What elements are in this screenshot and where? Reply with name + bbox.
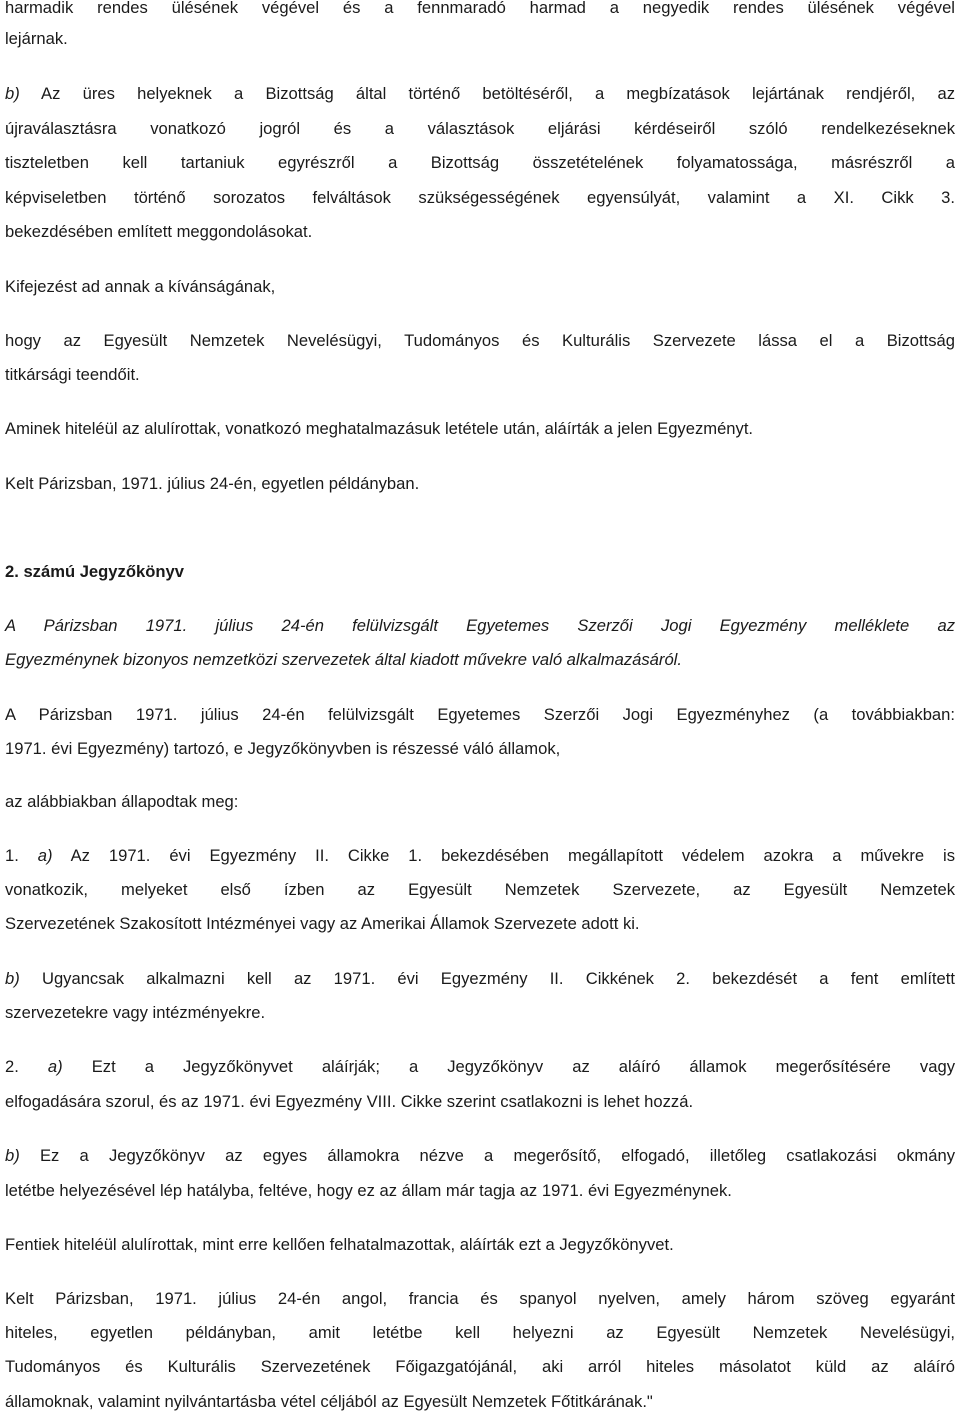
italic-text: b) <box>5 969 20 988</box>
text-segment: bekezdésében említett meggondolásokat. <box>5 222 313 241</box>
italic-text: b) <box>5 1146 20 1165</box>
text-line <box>5 1320 955 1346</box>
text-segment: Kelt Párizsban, 1971. július 24-én angol, francia és spanyol nyelven, amely három szöveg egyaránt <box>5 1289 955 1308</box>
text-segment: Szervezetének Szakosított Intézményei vagy az Amerikai Államok Szervezete adott ki. <box>5 914 640 933</box>
text-line <box>5 966 955 992</box>
text-segment: az alábbiakban állapodtak meg: <box>5 792 239 811</box>
text-segment: Kifejezést ad annak a kívánságának, <box>5 277 276 296</box>
text-line <box>5 1000 955 1026</box>
text-line <box>5 1054 955 1080</box>
text-line <box>5 362 955 388</box>
text-line <box>5 1389 955 1415</box>
text-segment: újraválasztásra vonatkozó jogról és a választások eljárási kérdéseiről szóló rendelkezéseknek <box>5 119 955 138</box>
text-segment: államoknak, valamint nyilvántartásba vétel céljából az Egyesült Nemzetek Főtitkárának." <box>5 1392 653 1411</box>
italic-text: a) <box>47 1057 63 1076</box>
text-segment: 2. számú Jegyzőkönyv <box>5 562 184 581</box>
text-segment: Az üres helyeknek a Bizottság által történő betöltéséről, a megbízatások lejártának rendjéről, az <box>19 84 955 103</box>
text-line <box>5 416 955 442</box>
text-segment: tiszteletben kell tartaniuk egyrészről a Bizottság összetételének folyamatossága, másrészről a <box>5 153 955 172</box>
text-line <box>5 328 955 354</box>
text-line <box>5 647 955 673</box>
text-segment: szervezetekre vagy intézményekre. <box>5 1003 266 1022</box>
text-segment: A Párizsban 1971. július 24-én felülvizsgált Egyetemes Szerzői Jogi Egyezményhez (a továbbiakban: <box>5 705 955 724</box>
text-line <box>5 116 955 142</box>
text-segment: hiteles, egyetlen példányban, amit letétbe kell helyezni az Egyesült Nemzetek Nevelésügyi, <box>5 1323 955 1342</box>
text-segment: harmadik rendes ülésének végével és a fennmaradó harmad a negyedik rendes ülésének végével <box>5 0 955 17</box>
text-segment: Kelt Párizsban, 1971. július 24-én, egyetlen példányban. <box>5 474 420 493</box>
text-segment: Ez a Jegyzőkönyv az egyes államokra nézve a megerősítő, elfogadó, illetőleg csatlakozási okmány <box>19 1146 955 1165</box>
italic-text: Egyezménynek bizonyos nemzetközi szervezetek által kiadott művekre való alkalmazásáról. <box>5 650 682 669</box>
text-segment: Ezt a Jegyzőkönyvet aláírják; a Jegyzőkönyv az aláíró államok megerősítésére vagy <box>62 1057 955 1076</box>
italic-text: A Párizsban 1971. július 24-én felülvizsgált Egyetemes Szerzői Jogi Egyezmény melléklete az <box>5 616 955 635</box>
text-segment: titkársági teendőit. <box>5 365 140 384</box>
text-segment: Fentiek hiteléül alulírottak, mint erre kellően felhatalmazottak, aláírták ezt a Jegyzőkönyvet. <box>5 1235 674 1254</box>
text-segment: Aminek hiteléül az alulírottak, vonatkozó meghatalmazásuk letétele után, aláírták a jelen Egyezményt. <box>5 419 754 438</box>
text-line <box>5 81 955 107</box>
text-line <box>5 1143 955 1169</box>
text-segment: 2. <box>5 1057 48 1076</box>
text-segment: elfogadására szorul, és az 1971. évi Egyezmény VIII. Cikke szerint csatlakozni is lehet hozzá. <box>5 1092 694 1111</box>
text-line <box>5 843 955 869</box>
italic-text: a) <box>37 846 53 865</box>
text-line <box>5 702 955 728</box>
text-segment: képviseletben történő sorozatos felváltások szükségességének egyensúlyát, valamint a XI. Cikk 3. <box>5 188 955 207</box>
text-line <box>5 274 955 300</box>
text-line <box>5 1178 955 1204</box>
text-segment: 1971. évi Egyezmény) tartozó, e Jegyzőkönyvben is részessé váló államok, <box>5 739 561 758</box>
text-line <box>5 219 955 245</box>
text-line <box>5 1286 955 1312</box>
italic-text: b) <box>5 84 20 103</box>
text-segment: Az 1971. évi Egyezmény II. Cikke 1. bekezdésében megállapított védelem azokra a művekre is <box>52 846 955 865</box>
text-segment: 1. <box>5 846 38 865</box>
text-segment: Ugyancsak alkalmazni kell az 1971. évi Egyezmény II. Cikkének 2. bekezdését a fent említett <box>19 969 955 988</box>
text-line <box>5 877 955 903</box>
text-segment: lejárnak. <box>5 29 68 48</box>
text-line <box>5 0 955 21</box>
text-line <box>5 26 955 52</box>
text-line <box>5 150 955 176</box>
text-line <box>5 613 955 639</box>
text-segment: hogy az Egyesült Nemzetek Nevelésügyi, Tudományos és Kulturális Szervezete lássa el a Bizottság <box>5 331 955 350</box>
text-segment: letétbe helyezésével lép hatályba, feltéve, hogy ez az állam már tagja az 1971. évi Egyezménynek. <box>5 1181 732 1200</box>
text-line <box>5 736 955 762</box>
text-segment: vonatkozik, melyeket első ízben az Egyesült Nemzetek Szervezete, az Egyesült Nemzetek <box>5 880 955 899</box>
text-line <box>5 789 955 815</box>
text-line <box>5 1354 955 1380</box>
text-line <box>5 471 955 497</box>
text-line <box>5 1089 955 1115</box>
text-line <box>5 911 955 937</box>
text-line <box>5 1232 955 1258</box>
section-heading <box>5 559 955 585</box>
text-line <box>5 185 955 211</box>
text-segment: Tudományos és Kulturális Szervezetének Főigazgatójánál, aki arról hiteles másolatot küld az aláíró <box>5 1357 955 1376</box>
